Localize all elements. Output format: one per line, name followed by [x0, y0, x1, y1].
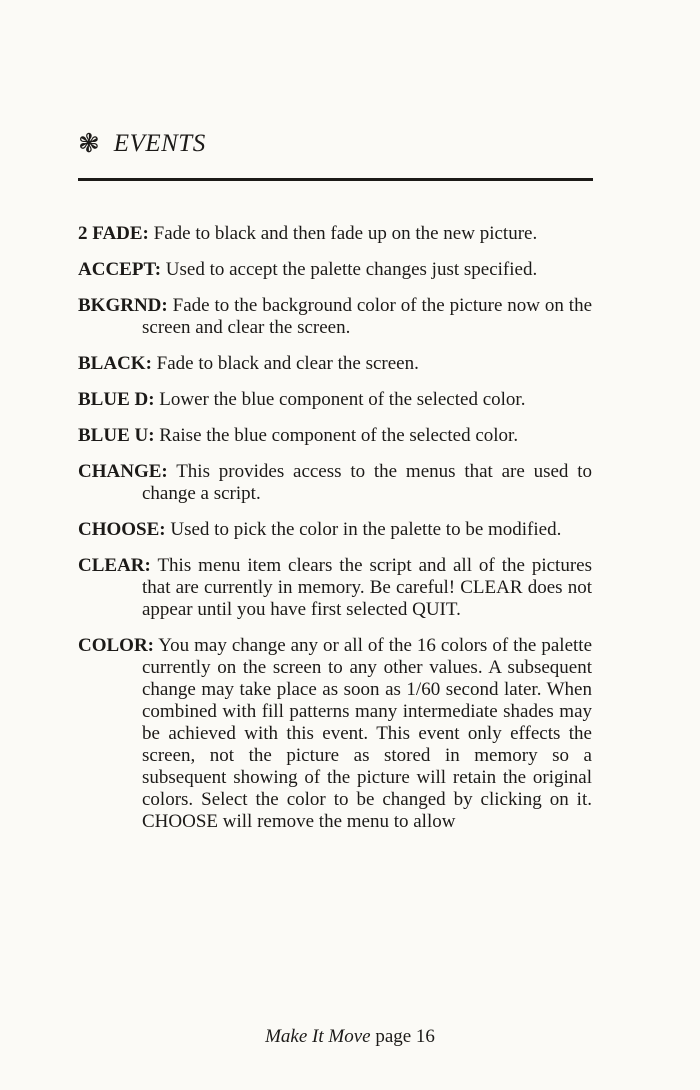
event-definition: Fade to black and then fade up on the new picture.	[153, 223, 538, 244]
event-list	[78, 223, 592, 847]
event-entry-color	[78, 635, 592, 833]
event-term: 2 FADE:	[78, 223, 149, 244]
asterisk-flower-icon: ❃	[78, 129, 100, 158]
footer-book-title: Make It Move	[265, 1026, 371, 1047]
event-term: BLUE U:	[78, 425, 155, 446]
event-term: CHANGE:	[78, 461, 168, 482]
event-term: BKGRND:	[78, 295, 168, 316]
event-term: CLEAR:	[78, 555, 151, 576]
event-term: BLACK:	[78, 353, 152, 374]
event-entry-accept	[78, 259, 592, 281]
section-title: EVENTS	[113, 130, 206, 157]
event-definition: This menu item clears the script and all of the pictures that are currently in memory. Be careful! CLEAR does not appear until you have first selected QUIT.	[142, 555, 592, 620]
event-term: COLOR:	[78, 635, 154, 656]
event-definition: Fade to black and clear the screen.	[156, 353, 419, 374]
event-entry-choose	[78, 519, 592, 541]
event-entry-blue-d	[78, 389, 592, 411]
event-entry-black	[78, 353, 592, 375]
event-term: CHOOSE:	[78, 519, 166, 540]
page-footer	[0, 1026, 700, 1048]
event-term: ACCEPT:	[78, 259, 162, 280]
event-term: BLUE D:	[78, 389, 155, 410]
event-definition: Fade to the background color of the picture now on the screen and clear the screen.	[142, 295, 592, 338]
footer-page-number: page 16	[375, 1026, 435, 1047]
event-entry-bkgrnd	[78, 295, 592, 339]
header-rule	[78, 178, 593, 181]
event-entry-2-fade	[78, 223, 592, 245]
event-definition: Used to accept the palette changes just specified.	[165, 259, 538, 280]
event-entry-change	[78, 461, 592, 505]
event-definition: You may change any or all of the 16 colors of the palette currently on the screen to any other values. A subsequent change may take place as soon as 1/60 second later. When combined with fill patterns many intermediate shades may be achieved with this event. This event only effects the screen, not the picture as stored in memory so a subsequent showing of the picture will retain the original colors. Select the color to be changed by clicking on it. CHOOSE will remove the menu to allow	[142, 635, 592, 832]
event-definition: Used to pick the color in the palette to be modified.	[170, 519, 562, 540]
event-entry-clear	[78, 555, 592, 621]
event-definition: Lower the blue component of the selected color.	[159, 389, 526, 410]
event-entry-blue-u	[78, 425, 592, 447]
event-definition: Raise the blue component of the selected color.	[159, 425, 519, 446]
section-header	[78, 130, 206, 158]
event-definition: This provides access to the menus that are used to change a script.	[142, 461, 592, 504]
